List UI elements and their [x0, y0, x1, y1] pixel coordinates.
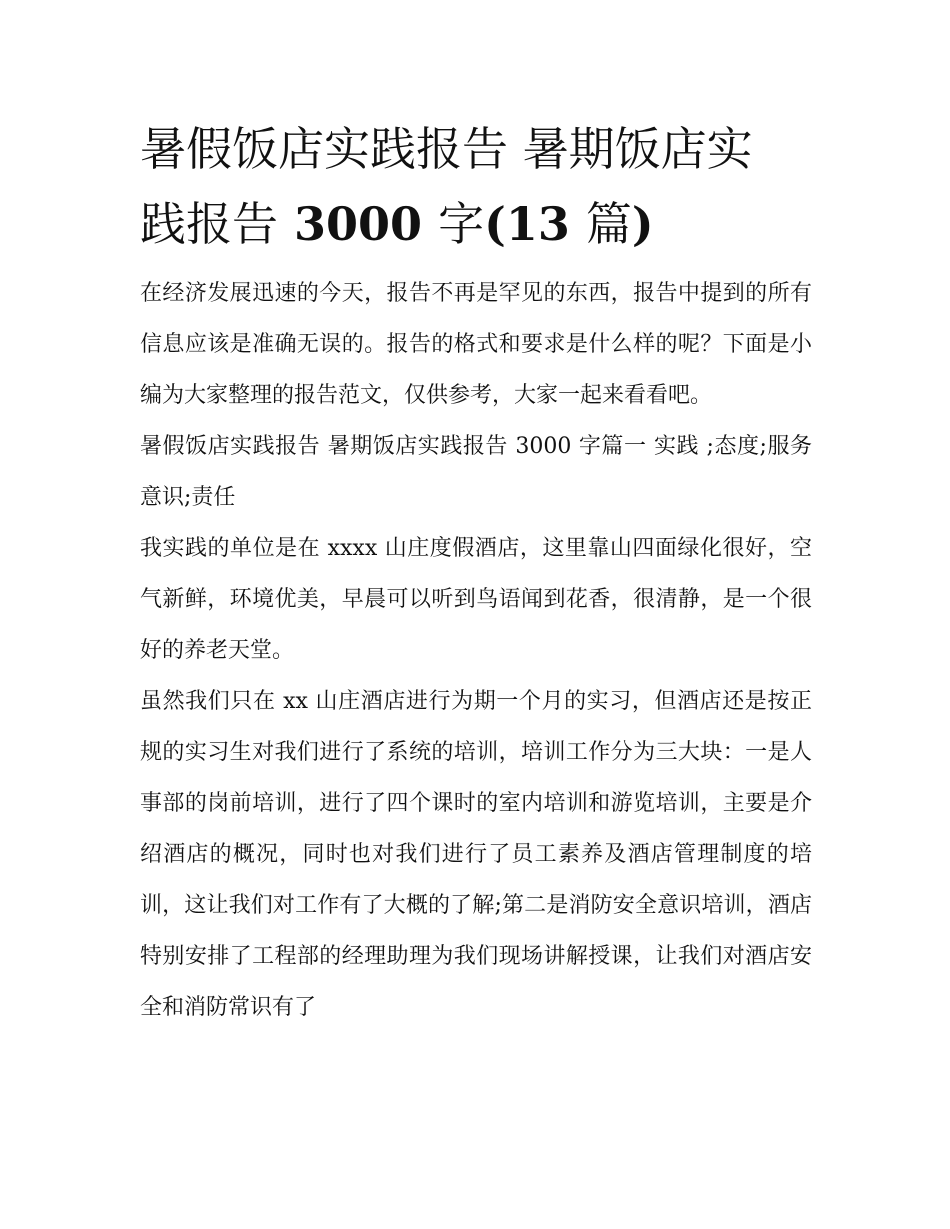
title-line-2-number: 3000 [278, 197, 439, 251]
title-line-2-count: (13 [484, 197, 586, 251]
training-paragraph: 虽然我们只在 xx 山庄酒店进行为期一个月的实习，但酒店还是按正规的实习生对我们进行了系统的培训，培训工作分为三大块：一是人事部的岗前培训，进行了四个课时的室内培训和游览培训，主要是介绍酒店的概况，同时也对我们进行了员工素养及酒店管理制度的培训，这让我们对工作有了大概的了解;第二是消防安全意识培训，酒店特别安排了工程部的经理助理为我们现场讲解授课，让我们对酒店安全和消防常识有了 [140, 689, 812, 1020]
section-heading-paragraph: 暑假饭店实践报告 暑期饭店实践报告 3000 字篇一 实践 ;态度;服务意识;责任 [140, 434, 812, 510]
workplace-paragraph: 我实践的单位是在 xxxx 山庄度假酒店，这里靠山四面绿化很好，空气新鲜，环境优美，早晨可以听到鸟语闻到花香，很清静，是一个很好的养老天堂。 [140, 536, 812, 663]
title-line-2-part-e: 篇 [585, 197, 632, 251]
title-line-1: 暑假饭店实践报告 暑期饭店实 [140, 122, 753, 176]
document-title [140, 112, 812, 262]
intro-paragraph: 在经济发展迅速的今天，报告不再是罕见的东西，报告中提到的所有信息应该是准确无误的。报告的格式和要求是什么样的呢？下面是小编为大家整理的报告范文，仅供参考，大家一起来看看吧。 [140, 281, 812, 408]
document-body [140, 112, 812, 1033]
title-line-2-part-a: 践报告 [140, 197, 278, 251]
title-line-2-close: ) [631, 197, 654, 251]
title-line-2-part-c: 字 [438, 197, 485, 251]
